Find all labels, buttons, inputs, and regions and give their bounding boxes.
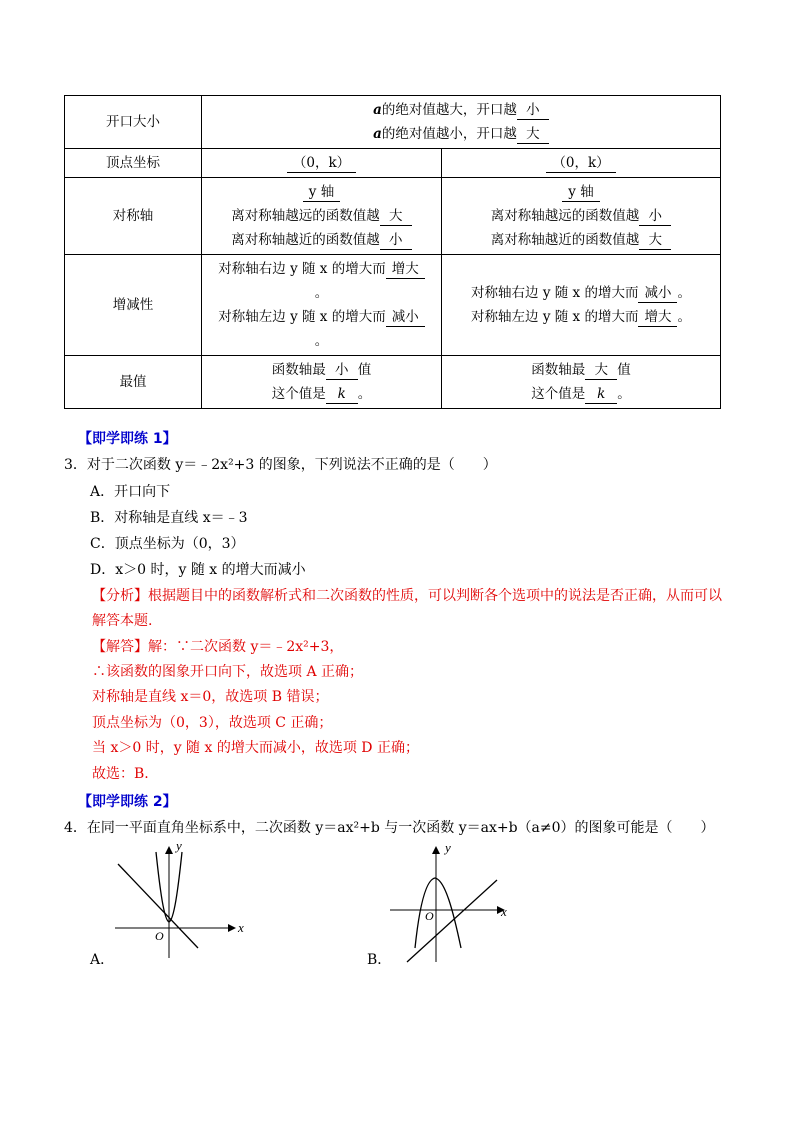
solution-line-3: 对称轴是直线 x＝0，故选项 B 错误； [92,689,329,705]
cell-text: 这个值是 [531,386,586,402]
answer-blank: 小 [326,361,358,380]
answer-blank: 减小 [386,308,425,327]
cell-text: 值 [357,362,372,378]
option-a: A．开口向下 [90,484,171,500]
solution-line-2: ∴该函数的图象开口向下，故选项 A 正确； [92,664,364,680]
answer-blank: 小 [517,101,549,120]
section-heading-2: 【即学即练 2】 [78,794,177,810]
option-d: D．x＞0 时，y 随 x 的增大而减小 [90,562,306,578]
axis-left [202,178,442,255]
cell-text: 的绝对值越小，开口越 [381,126,517,142]
solution-line-6: 故选：B. [92,766,149,782]
a-symbol: a [373,102,382,118]
axis-x-label: x [238,920,244,935]
period: 。 [314,333,329,349]
answer-blank: 增大 [386,260,425,279]
extremum-right [442,356,721,409]
period: 。 [677,309,691,325]
section-heading-1: 【即学即练 1】 [78,431,177,447]
answer-blank: 减小 [638,284,677,303]
answer-blank: 大 [639,231,671,250]
row-extremum [65,356,721,409]
row-label: 顶点坐标 [65,149,202,178]
cell-text: 离对称轴越近的函数值越 [231,232,380,248]
answer-blank: （0，k） [287,154,356,173]
monotonic-right [442,255,721,356]
axis-right [442,178,721,255]
vertex-left [202,149,442,178]
axis-y-label: y [445,840,451,855]
cell-text: 这个值是 [271,386,326,402]
answer-blank: 小 [639,207,671,226]
answer-blank: k [326,385,358,404]
monotonic-left [202,255,442,356]
opening-size-cell [202,96,721,149]
cell-text: 对称轴左边 y 随 x 的增大而 [218,309,386,325]
cell-text: 值 [617,362,631,378]
origin-label: O [425,909,434,923]
cell-text: 对称轴左边 y 随 x 的增大而 [471,309,639,325]
answer-blank: y 轴 [303,183,340,202]
cell-text: 函数轴最 [271,362,326,378]
period: 。 [617,386,631,402]
answer-blank: 大 [380,207,412,226]
option-b: B．对称轴是直线 x＝﹣3 [90,510,248,526]
solution-line-4: 顶点坐标为（0，3），故选项 C 正确； [92,715,333,731]
option-c: C．顶点坐标为（0，3） [90,536,245,552]
question-3: 3．对于二次函数 y＝﹣2x²+3 的图象，下列说法不正确的是（ ） [64,457,497,473]
row-monotonic [65,255,721,356]
answer-blank: 大 [585,361,617,380]
answer-blank: k [585,385,617,404]
row-label: 对称轴 [65,178,202,255]
period: 。 [314,285,329,301]
row-vertex [65,149,721,178]
cell-text: 函数轴最 [531,362,586,378]
vertex-right [442,149,721,178]
question-4: 4．在同一平面直角坐标系中，二次函数 y＝ax²+b 与一次函数 y＝ax+b（a≠0）的图象可能是（ ） [64,820,715,836]
properties-table [64,95,721,409]
graph-b-label: B． [367,952,392,968]
cell-text: 离对称轴越远的函数值越 [231,208,380,224]
row-label: 开口大小 [65,96,202,149]
cell-text: 离对称轴越近的函数值越 [490,232,640,248]
graph-option-b [385,840,525,965]
a-symbol: a [373,126,382,142]
origin-label: O [155,929,164,943]
answer-blank: 小 [380,231,412,250]
answer-blank: （0，k） [546,154,615,173]
analysis-line-2: 解答本题. [92,613,153,629]
cell-text: 对称轴右边 y 随 x 的增大而 [218,261,386,277]
cell-text: 对称轴右边 y 随 x 的增大而 [471,285,639,301]
analysis-line-1: 【分析】根据题目中的函数解析式和二次函数的性质，可以判断各个选项中的说法是否正确，从而可以 [92,588,722,604]
axis-y-label: y [176,840,182,853]
period: 。 [357,386,372,402]
period: 。 [677,285,691,301]
solution-line-5: 当 x＞0 时，y 随 x 的增大而减小，故选项 D 正确； [92,740,419,756]
answer-blank: 增大 [638,308,677,327]
cell-text: 的绝对值越大，开口越 [381,102,517,118]
extremum-left [202,356,442,409]
graph-a-label: A． [90,952,115,968]
answer-blank: y 轴 [562,183,599,202]
answer-blank: 大 [517,125,549,144]
graph-option-a [110,840,250,960]
row-label: 最值 [65,356,202,409]
solution-line-1: 【解答】解：∵二次函数 y＝﹣2x²+3， [92,639,344,655]
row-axis [65,178,721,255]
axis-x-label: x [501,904,507,919]
row-opening-size [65,96,721,149]
cell-text: 离对称轴越远的函数值越 [490,208,640,224]
row-label: 增减性 [65,255,202,356]
